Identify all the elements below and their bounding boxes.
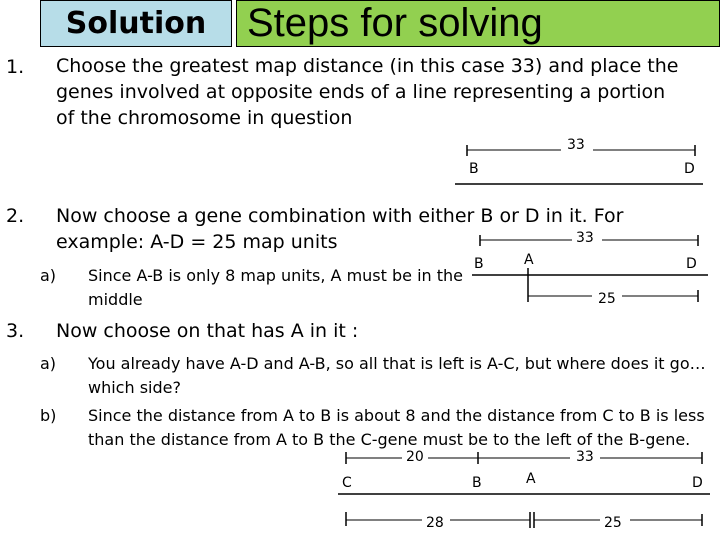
map-diagram-1 bbox=[455, 136, 705, 186]
step-3a-number: a) bbox=[40, 354, 57, 373]
map1-gene-b: B bbox=[469, 161, 479, 177]
map2-distance-bottom: 25 bbox=[598, 291, 616, 307]
map3-gene-c: C bbox=[342, 475, 352, 491]
map3-gene-a: A bbox=[526, 471, 536, 487]
map1-distance-top: 33 bbox=[567, 137, 585, 153]
step-2a-number: a) bbox=[40, 266, 57, 285]
map2-distance-top: 33 bbox=[576, 230, 594, 246]
step-1-text: Choose the greatest map distance (in this case 33) and place the genes involved at opposite ends of a line representing a portion of the chromosome in question bbox=[56, 55, 679, 129]
map3-distance-top-right: 33 bbox=[576, 449, 594, 465]
step-3-text: Now choose on that has A in it : bbox=[56, 320, 359, 342]
map3-distance-bottom-left: 28 bbox=[426, 515, 444, 531]
map2-gene-b: B bbox=[474, 256, 484, 272]
map1-gene-d: D bbox=[684, 161, 695, 177]
map3-gene-b: B bbox=[472, 475, 482, 491]
map-diagram-2 bbox=[472, 230, 712, 310]
step-3b-number: b) bbox=[40, 406, 57, 425]
step-2a-text: Since A-B is only 8 map units, A must be in the middle bbox=[88, 266, 463, 309]
map2-gene-a: A bbox=[524, 252, 534, 268]
map3-gene-d: D bbox=[692, 475, 703, 491]
step-3-number: 3. bbox=[6, 320, 25, 342]
step-2-text: Now choose a gene combination with either B or D in it. For example: A-D = 25 map units bbox=[56, 205, 624, 253]
step-3a-text: You already have A-D and A-B, so all that is left is A-C, but where does it go…which side? bbox=[88, 354, 706, 397]
solution-label: Solution bbox=[40, 0, 232, 47]
slide-title: Steps for solving bbox=[236, 0, 720, 47]
step-3b-text: Since the distance from A to B is about 8 and the distance from C to B is less than the distance from A to B the C-gene must be to the left of the B-gene. bbox=[88, 406, 705, 449]
map2-gene-d: D bbox=[686, 256, 697, 272]
map3-distance-bottom-right: 25 bbox=[604, 515, 622, 531]
step-1-number: 1. bbox=[6, 56, 25, 78]
map3-distance-top-left: 20 bbox=[406, 449, 424, 465]
map-diagram-3 bbox=[338, 446, 713, 536]
step-2-number: 2. bbox=[6, 205, 25, 227]
